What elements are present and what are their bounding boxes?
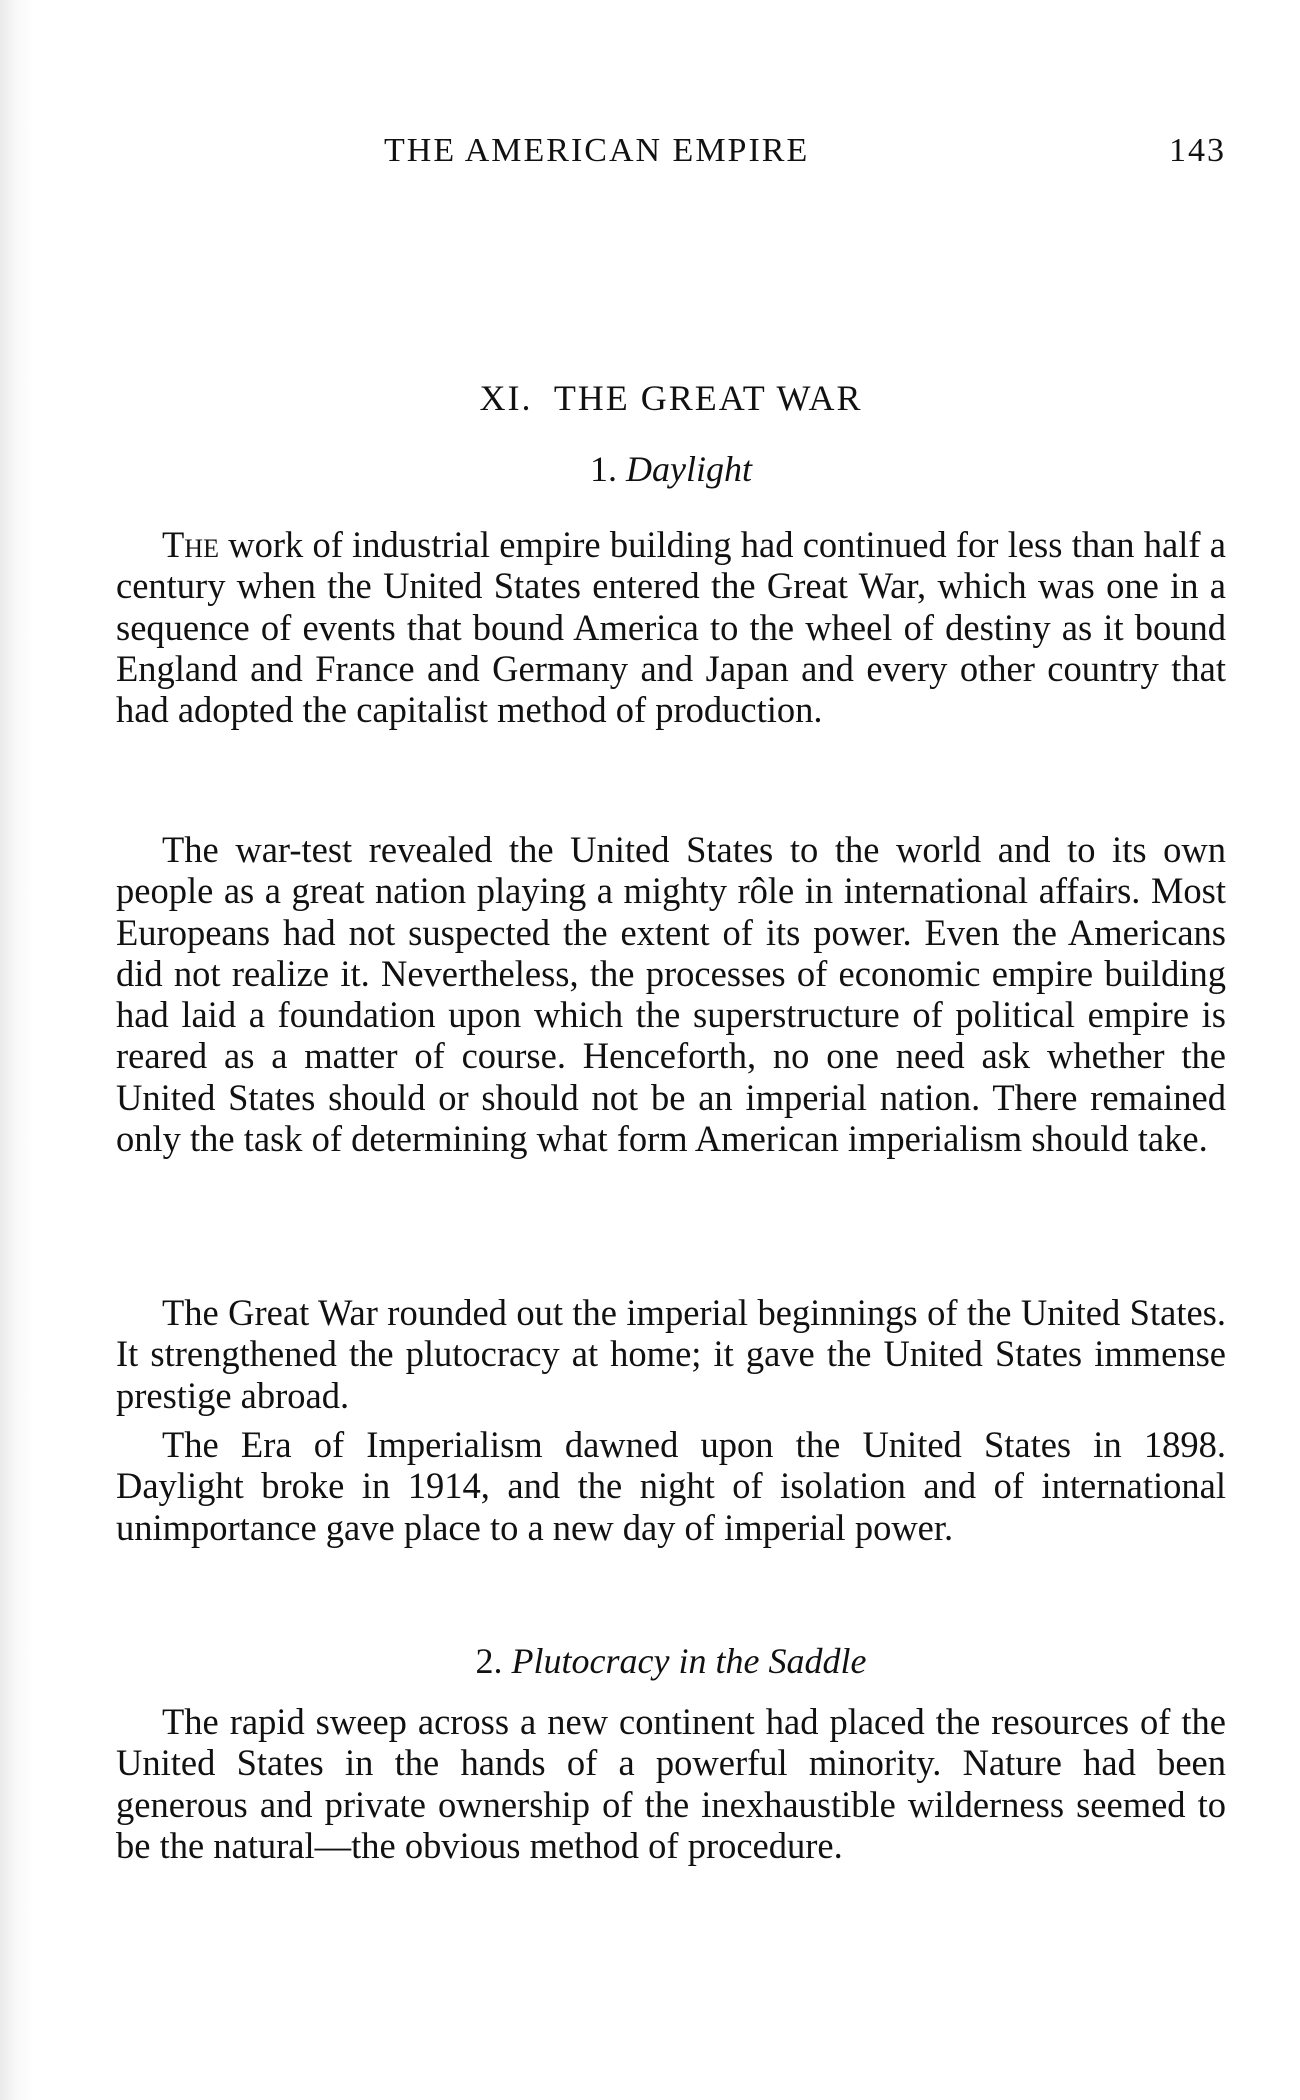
section-heading-plutocracy — [116, 1640, 1226, 1682]
paragraph — [116, 829, 1226, 1159]
section-heading-daylight — [116, 448, 1226, 490]
paragraph-text: The Era of Imperialism dawned upon the United States in 1898. Daylight broke in 1914, and the night of isolation and of international unimportance gave place to a new day of imperial power. — [116, 1424, 1226, 1548]
paragraph — [116, 1701, 1226, 1866]
paragraph-text: The rapid sweep across a new continent had placed the resources of the United States in the hands of a powerful minority. Nature had been generous and private ownership of the inexhaustible wilderness seemed to be the natural—the obvious method of procedure. — [116, 1701, 1226, 1866]
chapter-title: XI. THE GREAT WAR — [479, 378, 863, 418]
running-head — [116, 132, 1226, 172]
paragraph — [116, 524, 1226, 730]
running-head-title: THE AMERICAN EMPIRE — [384, 132, 810, 169]
paragraph — [116, 1424, 1226, 1548]
section-number: 2. — [475, 1641, 503, 1681]
paragraph-text: The Great War rounded out the imperial beginnings of the United States. It strengthened the plutocracy at home; it gave the United States immense prestige abroad. — [116, 1292, 1226, 1416]
paragraph-text: work of industrial empire building had continued for less than half a century when the United States entered the Great War, which was one in a sequence of events that bound America to the wheel of destiny as it bound England and France and Germany and Japan and every other country that had adopted the capitalist method of production. — [116, 524, 1226, 731]
section-title: Plutocracy in the Saddle — [511, 1641, 867, 1681]
section-number: 1. — [590, 449, 617, 489]
section-title: Daylight — [626, 449, 752, 489]
paragraph-text: The war-test revealed the United States to the world and to its own people as a great nation playing a mighty rôle in international affairs. Most Europeans had not suspected the extent of its power. Even the Americans did not realize it. Nevertheless, the processes of economic empire building had laid a foundation upon which the superstructure of political empire is reared as a matter of course. Henceforth, no one need ask whether the United States should or should not be an imperial nation. There remained only the task of determining what form American imperialism should take. — [116, 829, 1226, 1160]
scan-edge-shadow — [0, 0, 34, 2100]
page-number: 143 — [1169, 132, 1226, 169]
paragraph-lead-word: The — [162, 524, 219, 565]
paragraph — [116, 1292, 1226, 1416]
